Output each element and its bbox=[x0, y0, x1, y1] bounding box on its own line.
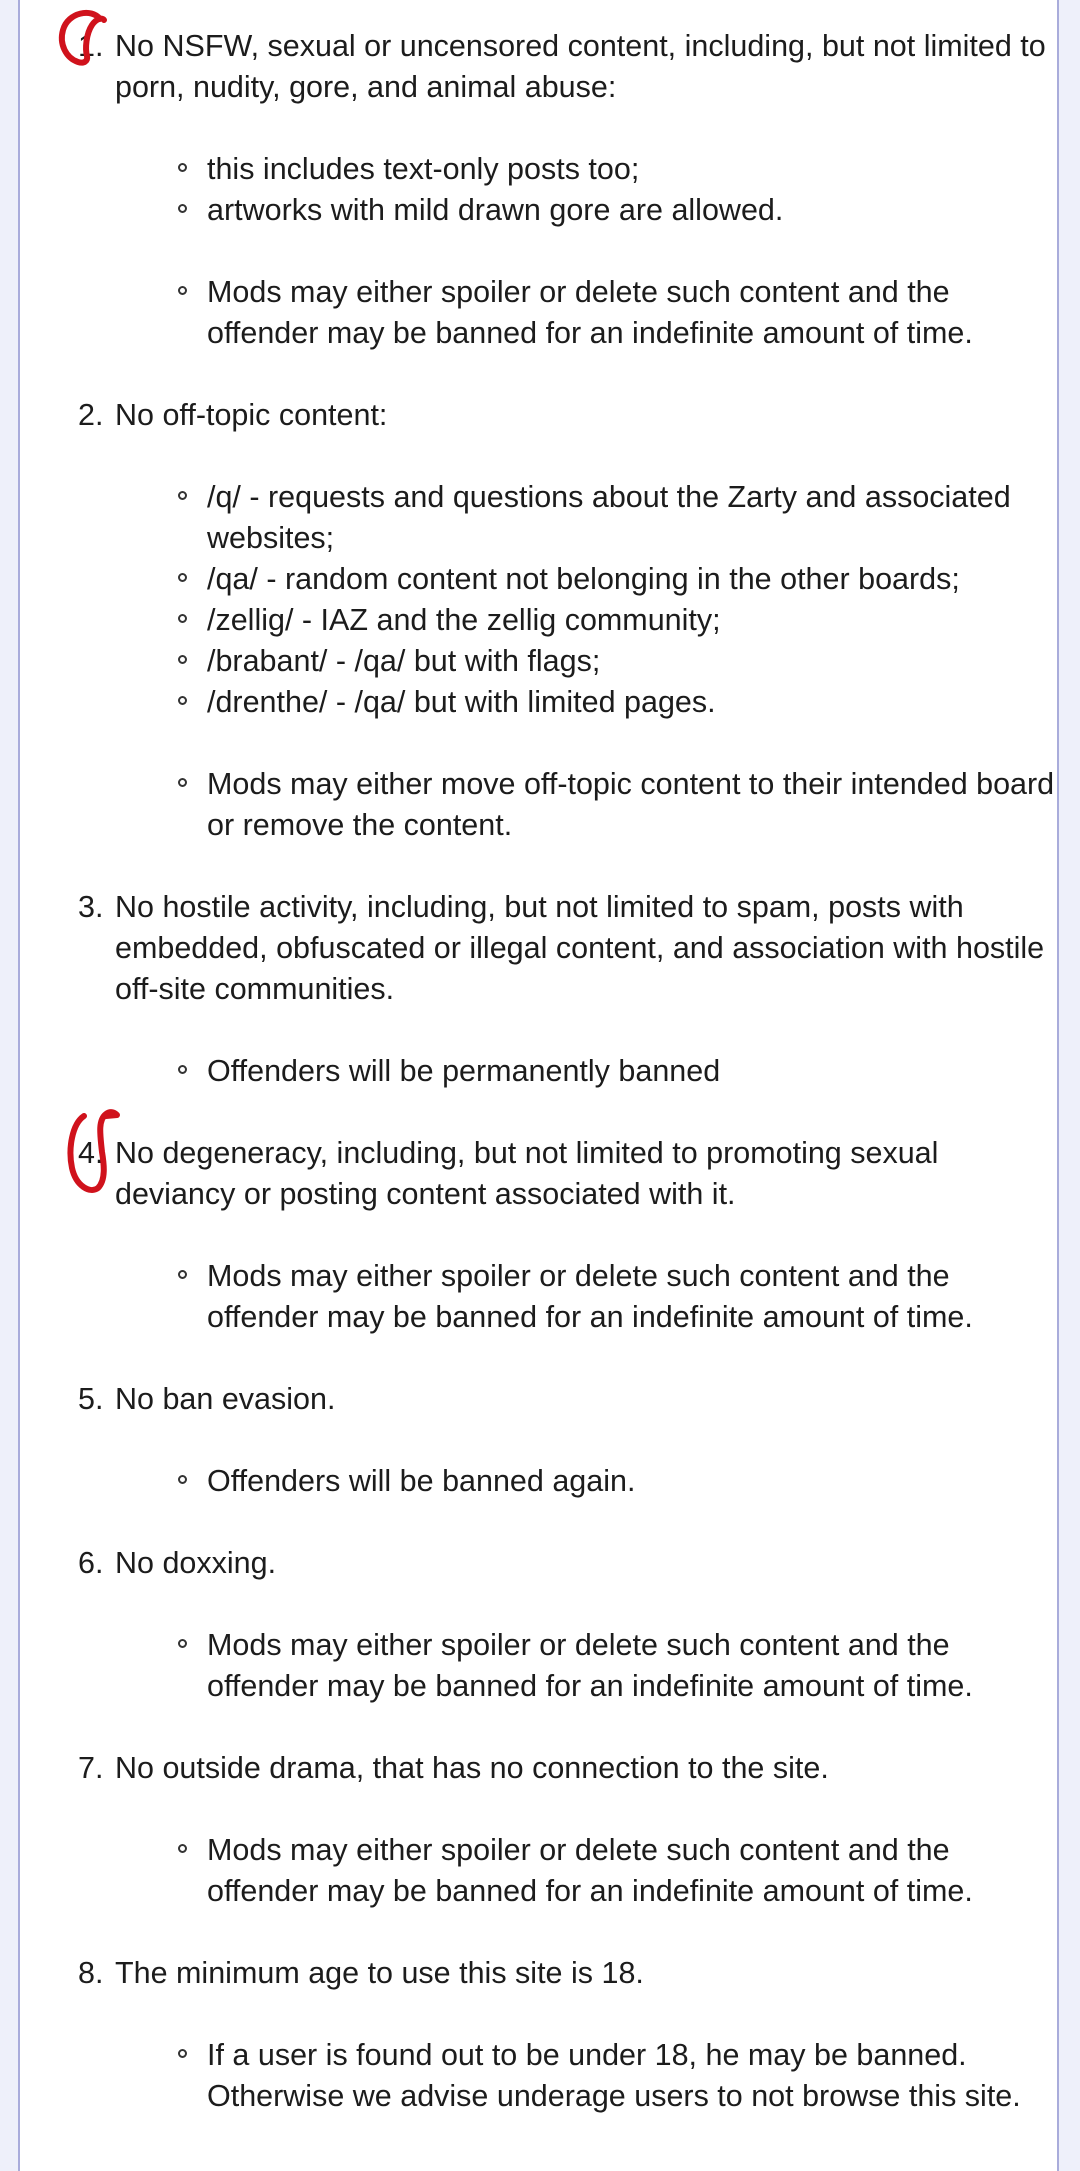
rule-item bbox=[20, 1953, 1061, 2117]
bullet-circle-icon bbox=[178, 1270, 187, 1279]
sub-list-item bbox=[115, 641, 1061, 682]
rule-item bbox=[20, 1543, 1061, 1707]
sub-list-text: this includes text-only posts too; bbox=[207, 152, 640, 186]
sub-list-item bbox=[115, 764, 1061, 846]
sub-list bbox=[115, 1830, 1061, 1912]
rule-text: No ban evasion. bbox=[115, 1382, 336, 1416]
sub-list bbox=[115, 1256, 1061, 1338]
bullet-circle-icon bbox=[178, 1844, 187, 1853]
sub-list-item bbox=[115, 1625, 1061, 1707]
rule-number: 4. bbox=[78, 1136, 104, 1170]
rule-item bbox=[20, 26, 1061, 354]
sub-list-item bbox=[115, 559, 1061, 600]
sub-list-text: Mods may either move off-topic content to their intended board or remove the content. bbox=[207, 767, 1055, 842]
sub-list-text: /zellig/ - IAZ and the zellig community; bbox=[207, 603, 721, 637]
sub-list-item bbox=[115, 1461, 1061, 1502]
bullet-circle-icon bbox=[178, 163, 187, 172]
rule-text: No off-topic content: bbox=[115, 398, 388, 432]
sub-list-item bbox=[115, 600, 1061, 641]
rule-text: No outside drama, that has no connection to the site. bbox=[115, 1751, 829, 1785]
bullet-circle-icon bbox=[178, 1639, 187, 1648]
rule-text: The minimum age to use this site is 18. bbox=[115, 1956, 644, 1990]
rule-number: 8. bbox=[78, 1956, 104, 1990]
rule-number: 3. bbox=[78, 890, 104, 924]
sub-list-item bbox=[115, 477, 1061, 559]
bullet-circle-icon bbox=[178, 573, 187, 582]
sub-list bbox=[115, 2035, 1061, 2117]
bullet-circle-icon bbox=[178, 655, 187, 664]
bullet-circle-icon bbox=[178, 491, 187, 500]
sub-list-item bbox=[115, 272, 1061, 354]
sub-list bbox=[115, 1051, 1061, 1092]
sub-list-text: /q/ - requests and questions about the Zarty and associated websites; bbox=[207, 480, 1011, 555]
sub-list bbox=[115, 1625, 1061, 1707]
sub-list-text: /qa/ - random content not belonging in the other boards; bbox=[207, 562, 960, 596]
sub-list-text: /brabant/ - /qa/ but with flags; bbox=[207, 644, 601, 678]
rule-item bbox=[20, 1133, 1061, 1338]
rule-item bbox=[20, 1379, 1061, 1502]
rule-text: No degeneracy, including, but not limited to promoting sexual deviancy or posting content associated with it. bbox=[115, 1136, 939, 1211]
sub-list-text: Mods may either spoiler or delete such content and the offender may be banned for an indefinite amount of time. bbox=[207, 1259, 973, 1334]
bullet-circle-icon bbox=[178, 614, 187, 623]
sub-list-text: Mods may either spoiler or delete such content and the offender may be banned for an indefinite amount of time. bbox=[207, 275, 973, 350]
rule-number: 1. bbox=[78, 29, 104, 63]
sub-list-text: Offenders will be permanently banned bbox=[207, 1054, 721, 1088]
rule-text: No NSFW, sexual or uncensored content, including, but not limited to porn, nudity, gore, and animal abuse: bbox=[115, 29, 1046, 104]
sub-list-item bbox=[115, 1830, 1061, 1912]
sub-list-item bbox=[115, 1256, 1061, 1338]
bullet-circle-icon bbox=[178, 1065, 187, 1074]
rule-number: 5. bbox=[78, 1382, 104, 1416]
sub-list bbox=[115, 477, 1061, 723]
sub-list bbox=[115, 1461, 1061, 1502]
rule-item bbox=[20, 887, 1061, 1092]
sub-list bbox=[115, 272, 1061, 354]
rule-text: No doxxing. bbox=[115, 1546, 277, 1580]
bullet-circle-icon bbox=[178, 204, 187, 213]
rule-number: 7. bbox=[78, 1751, 104, 1785]
bullet-circle-icon bbox=[178, 1475, 187, 1484]
sub-list-text: Mods may either spoiler or delete such content and the offender may be banned for an indefinite amount of time. bbox=[207, 1833, 973, 1908]
sub-list bbox=[115, 764, 1061, 846]
sub-list-item bbox=[115, 149, 1061, 190]
bullet-circle-icon bbox=[178, 286, 187, 295]
rule-item bbox=[20, 1748, 1061, 1912]
sub-list-text: Offenders will be banned again. bbox=[207, 1464, 636, 1498]
rules-list bbox=[20, 26, 1061, 2158]
bullet-circle-icon bbox=[178, 2049, 187, 2058]
sub-list-item bbox=[115, 2035, 1061, 2117]
rule-number: 6. bbox=[78, 1546, 104, 1580]
sub-list bbox=[115, 149, 1061, 231]
rule-number: 2. bbox=[78, 398, 104, 432]
sub-list-text: /drenthe/ - /qa/ but with limited pages. bbox=[207, 685, 716, 719]
bullet-circle-icon bbox=[178, 696, 187, 705]
rule-text: No hostile activity, including, but not limited to spam, posts with embedded, obfuscated or illegal content, and association with hostile off-site communities. bbox=[115, 890, 1045, 1006]
sub-list-item bbox=[115, 190, 1061, 231]
sub-list-text: artworks with mild drawn gore are allowed. bbox=[207, 193, 784, 227]
bullet-circle-icon bbox=[178, 778, 187, 787]
sub-list-text: If a user is found out to be under 18, he may be banned. Otherwise we advise underage users to not browse this site. bbox=[207, 2038, 1021, 2113]
rule-item bbox=[20, 395, 1061, 846]
sub-list-item bbox=[115, 1051, 1061, 1092]
sub-list-text: Mods may either spoiler or delete such content and the offender may be banned for an indefinite amount of time. bbox=[207, 1628, 973, 1703]
sub-list-item bbox=[115, 682, 1061, 723]
rules-page bbox=[18, 0, 1059, 2171]
